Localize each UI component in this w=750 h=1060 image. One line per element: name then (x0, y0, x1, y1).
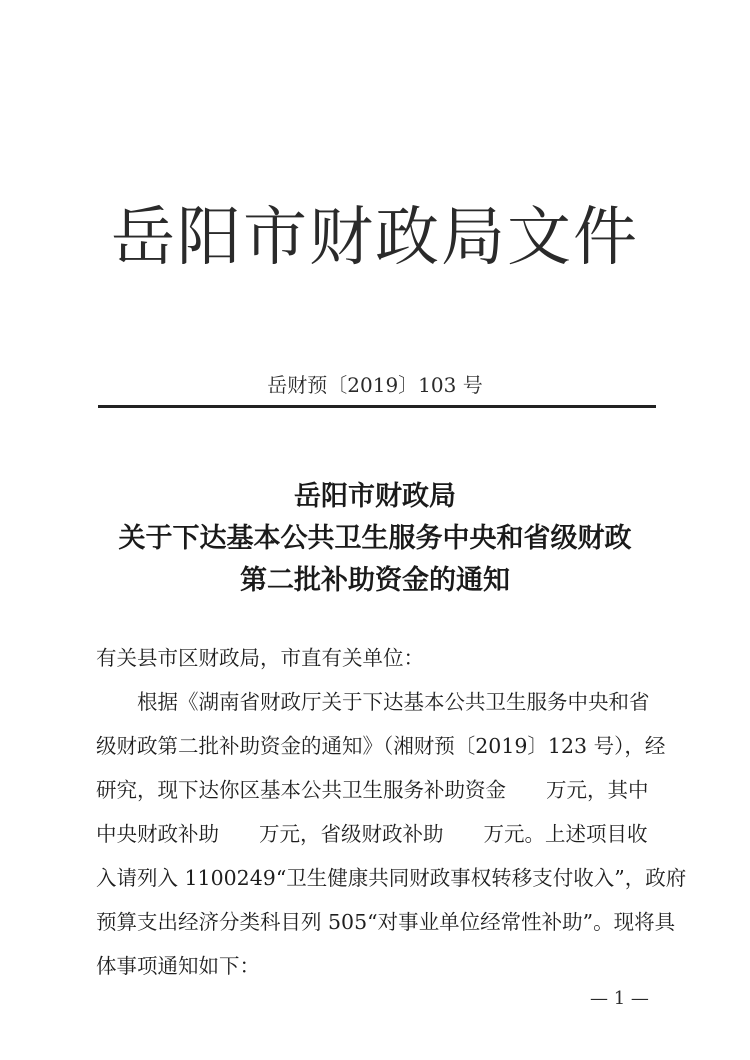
body-text (96, 636, 687, 988)
body-line: 体事项通知如下： (96, 954, 260, 978)
document-number: 岳财预〔2019〕103 号 (267, 373, 483, 397)
body-line: 入请列入 1100249“卫生健康共同财政事权转移支付收入”，政府 (96, 866, 687, 890)
body-line: 级财政第二批补助资金的通知》（湘财预〔2019〕123 号），经 (96, 734, 666, 758)
page-number: — 1 — (590, 988, 649, 1009)
body-line-segment: 万元，其中 (546, 778, 649, 802)
document-header-title: 岳阳市财政局文件 (111, 201, 639, 275)
body-line (96, 812, 656, 856)
notice-title-line: 第二批补助资金的通知 (240, 565, 510, 596)
notice-title (0, 476, 750, 602)
body-line: 根据《湖南省财政厅关于下达基本公共卫生服务中央和省 (137, 690, 650, 714)
body-line-segment: 研究，现下达你区基本公共卫生服务补助资金 (96, 778, 506, 802)
body-line-segment: 万元，省级财政补助 (259, 822, 444, 846)
header-divider (98, 405, 656, 408)
notice-title-line: 关于下达基本公共卫生服务中央和省级财政 (118, 523, 632, 554)
body-line-segment: 万元。上述项目收 (483, 822, 648, 846)
salutation: 有关县市区财政局，市直有关单位： (96, 646, 424, 670)
notice-title-line: 岳阳市财政局 (294, 481, 456, 512)
body-line: 预算支出经济分类科目列 505“对事业单位经常性补助”。现将具 (96, 910, 676, 934)
body-line-segment: 中央财政补助 (96, 822, 219, 846)
body-line (96, 768, 656, 812)
